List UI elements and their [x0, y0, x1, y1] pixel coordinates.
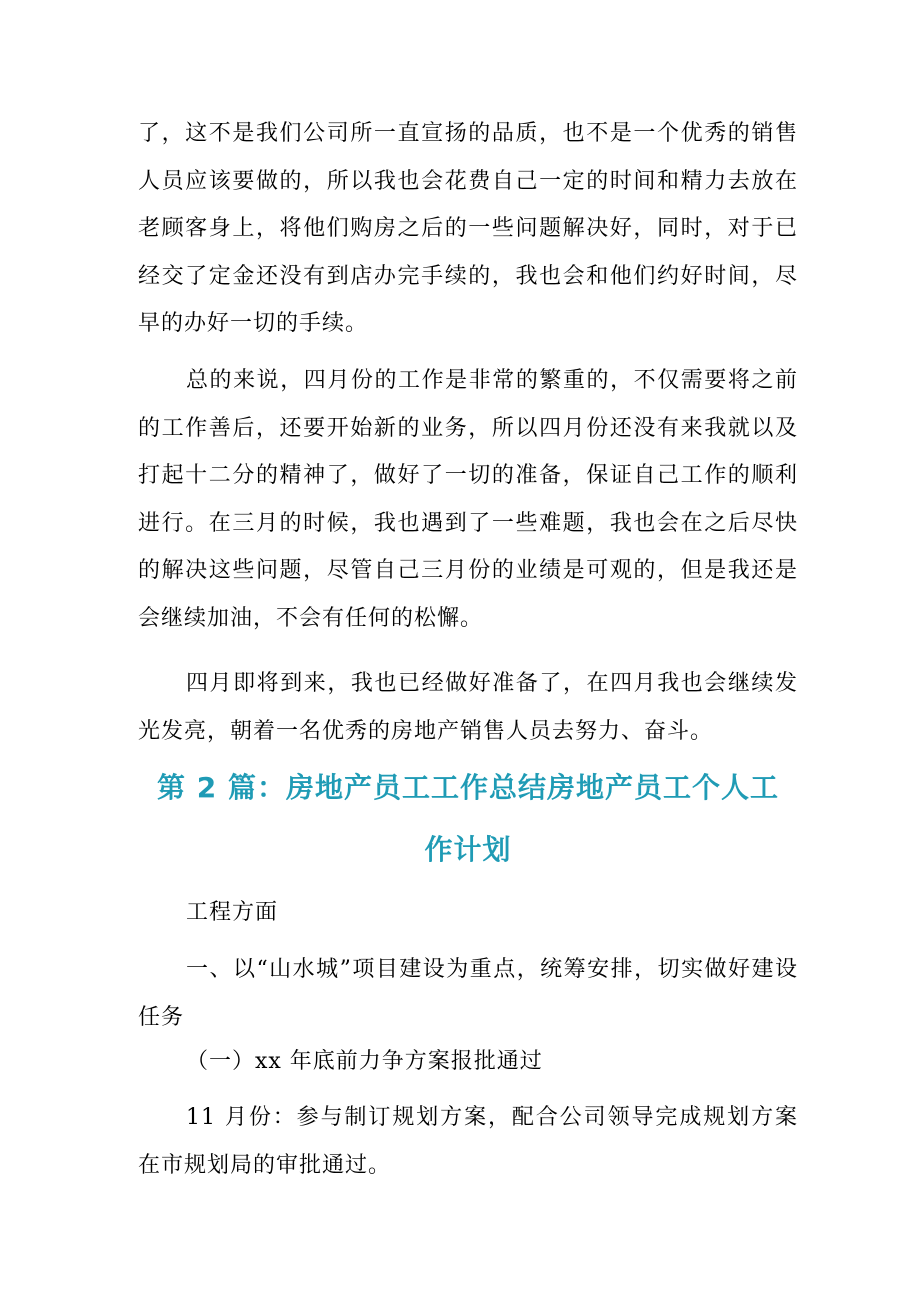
subheading-engineering: 工程方面: [186, 900, 279, 925]
paragraph-continuation: 了，这不是我们公司所一直宣扬的品质，也不是一个优秀的销售人员应该要做的，所以我也会花费自己一定的时间和精力去放在老顾客身上，将他们购房之后的一些问题解决好，同时，对于已经交了定金还没有到店办完手续的，我也会和他们约好时间，尽早的办好一切的手续。: [138, 121, 798, 337]
section-heading-line-1: 第 2 篇：房地产员工工作总结房地产员工个人工: [157, 771, 779, 804]
paragraph-outlook: 四月即将到来，我也已经做好准备了，在四月我也会继续发光发亮，朝着一名优秀的房地产销售人员去努力、奋斗。: [138, 671, 798, 744]
paragraph-november: 11 月份：参与制订规划方案，配合公司领导完成规划方案在市规划局的审批通过。: [138, 1105, 798, 1178]
section-heading-line-2: 作计划: [424, 833, 512, 866]
paragraph-item-one-sub: （一）xx 年底前力争方案报批通过: [186, 1049, 543, 1074]
paragraph-item-one: 一、以“山水城”项目建设为重点，统筹安排，切实做好建设任务: [138, 957, 798, 1030]
paragraph-summary: 总的来说，四月份的工作是非常的繁重的，不仅需要将之前的工作善后，还要开始新的业务，所以四月份还没有来我就以及打起十二分的精神了，做好了一切的准备，保证自己工作的顺利进行。在三月的时候，我也遇到了一些难题，我也会在之后尽快的解决这些问题，尽管自己三月份的业绩是可观的，但是我还是会继续加油，不会有任何的松懈。: [138, 368, 798, 631]
